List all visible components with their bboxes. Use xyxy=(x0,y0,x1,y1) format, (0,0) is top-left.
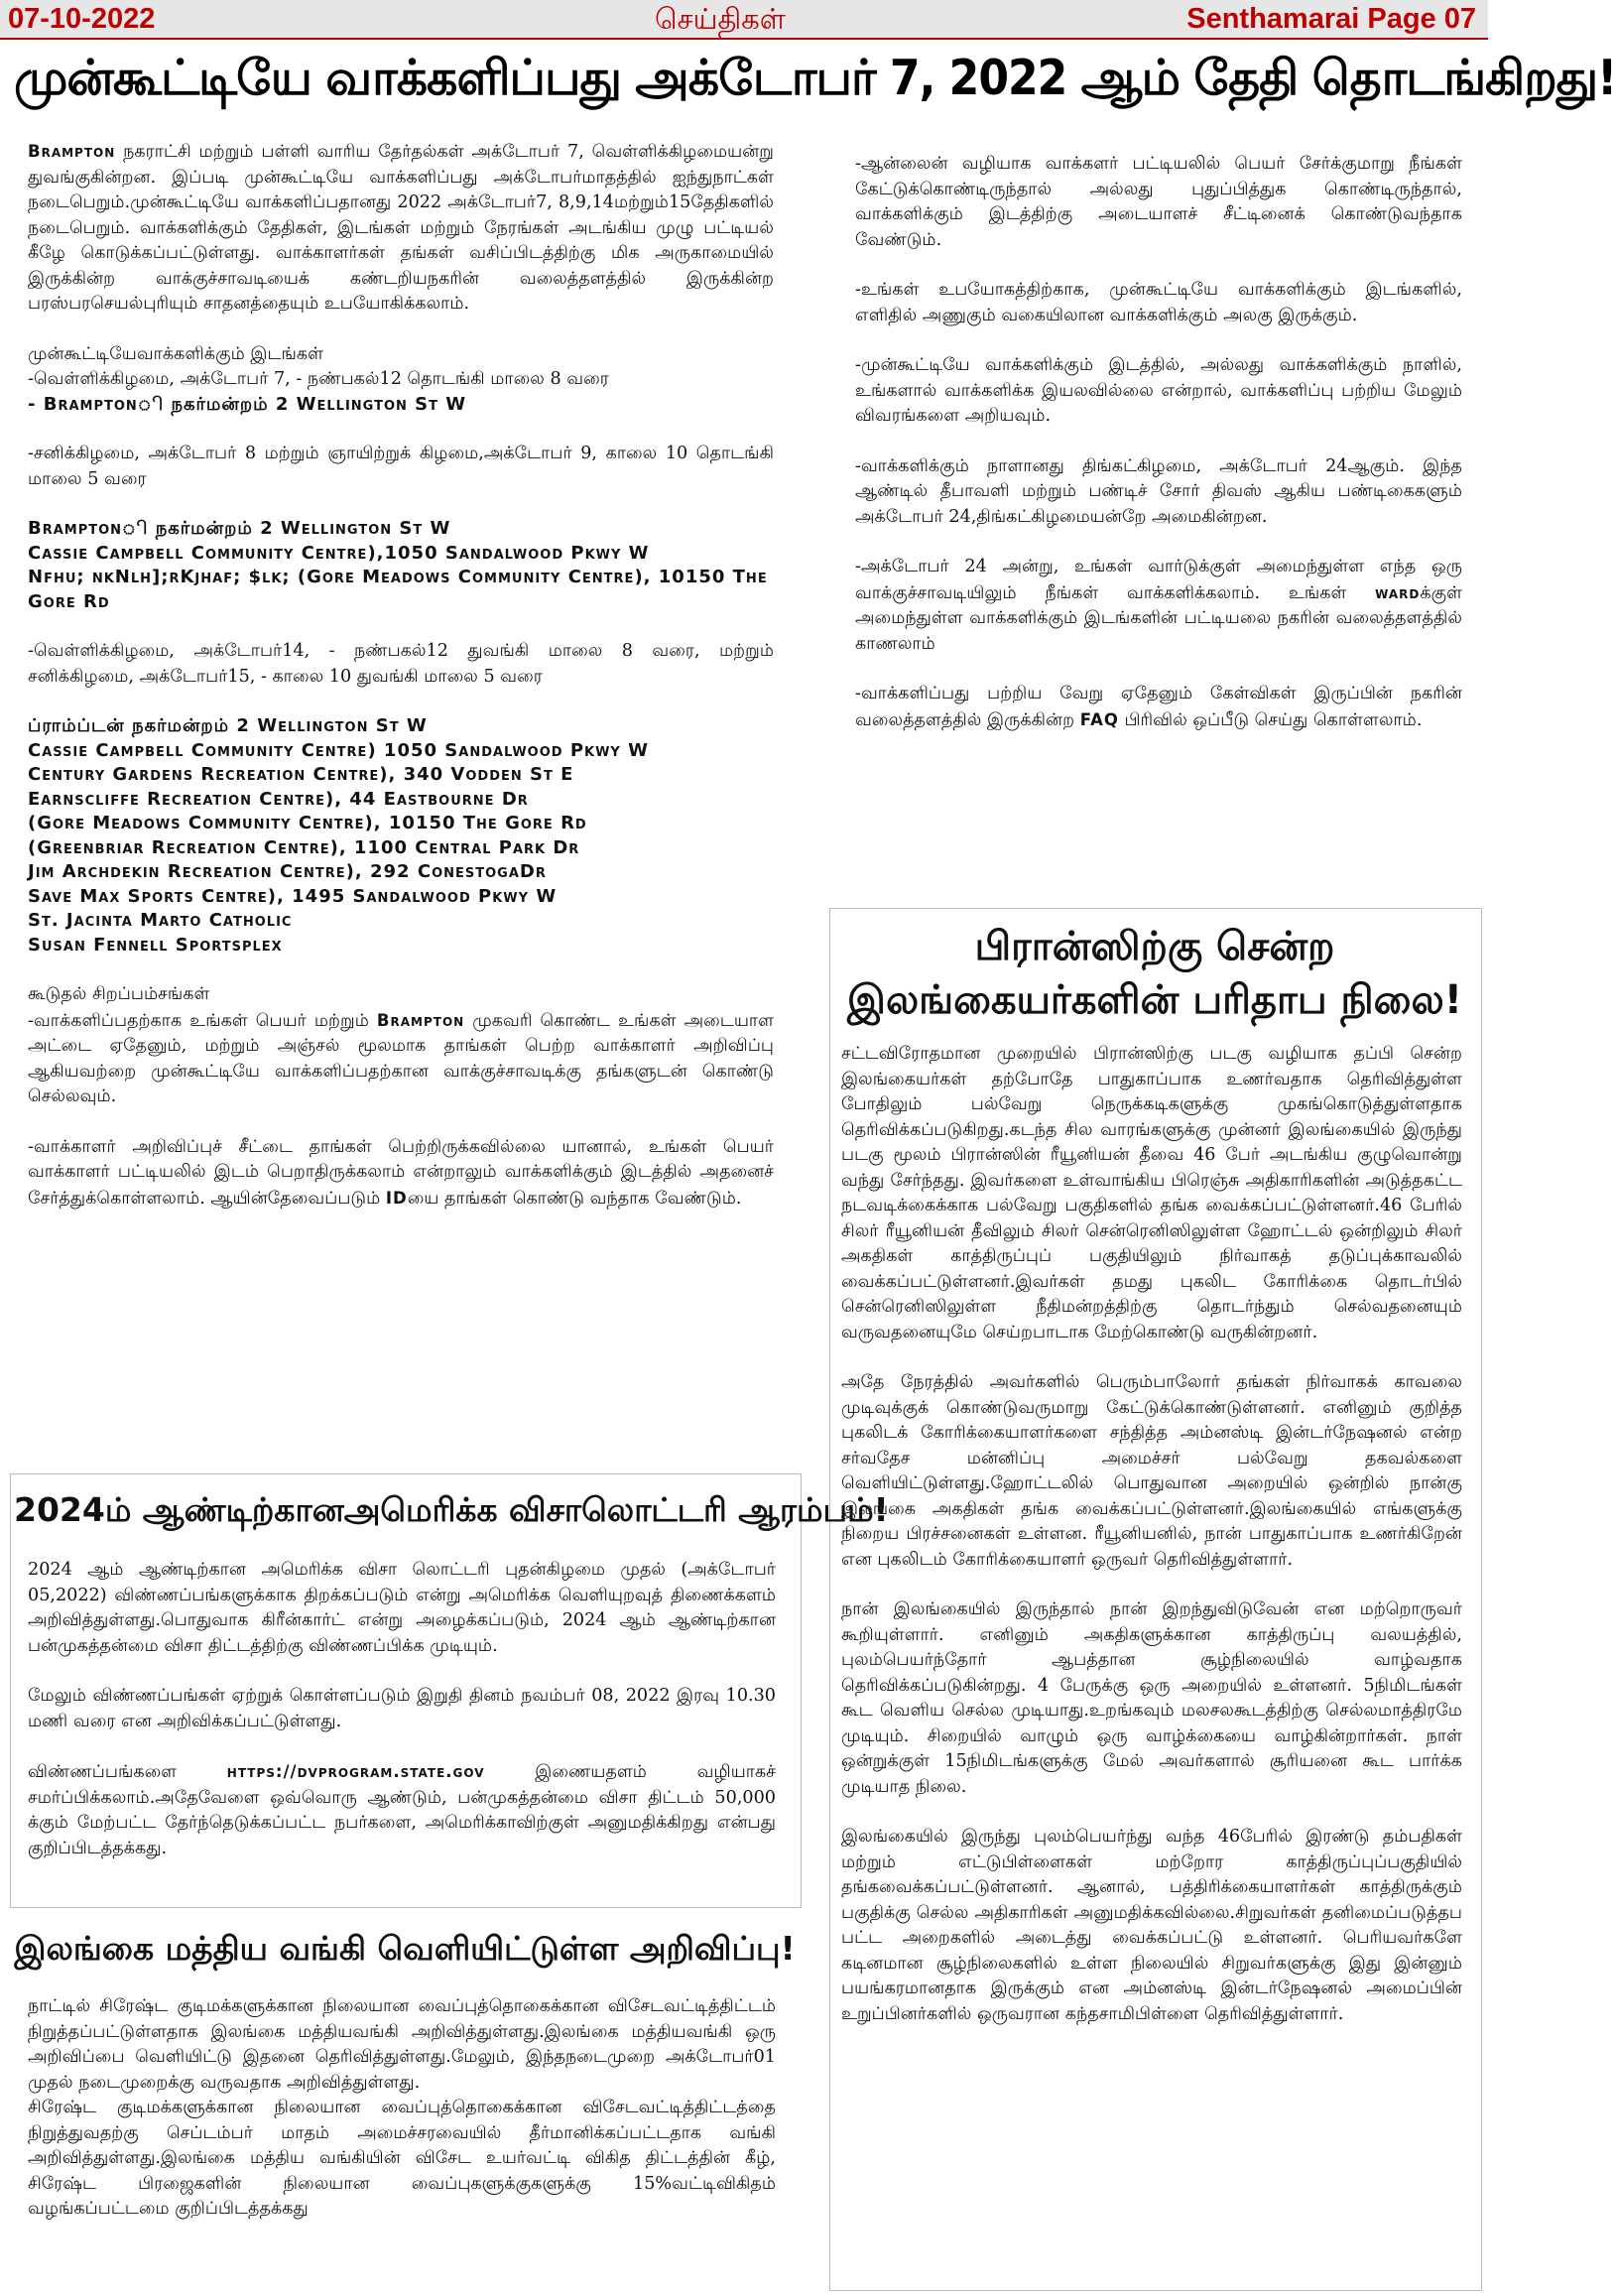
right-p6-lead: FAQ xyxy=(1079,709,1119,729)
early-voting-places-title: முன்கூட்டியேவாக்களிக்கும் இடங்கள் xyxy=(28,343,324,364)
main-headline: முன்கூட்டியே வாக்களிப்பது அக்டோபர் 7, 2022 ஆம் தேதி தொடங்கிறது! xyxy=(14,50,1616,106)
france-p2: அதே நேரத்தில் அவர்களில் பெரும்பாலோர் தங்கள் நிர்வாகக் காவலை முடிவுக்குக் கொண்டுவருமாறு கேட்டுக்கொண்டுள்ளனர். எனினும் குறித்த புகலிடக் கோரிக்கையாளர்களை சந்தித்த அம்னஸ்டி இன்டர்நேஷனல் என்ற சர்வதேச மன்னிப்பு அமைச்சர் பல்வேறு தகவல்களை வெளியிட்டுள்ளது.ஹோட்டலில் பொதுவான அறையில் ஒன்றில் நான்கு இலங்கை அகதிகள் தங்க வைக்கப்பட்டுள்ளனர்.இலங்கையில் எங்களுக்கு நிறைய பிரச்சனைகள் உள்ளன. ரீயூனியனில், நான் பாதுகாப்பாக உணர்கிறேன் என புகலிடம் கோரிக்கையாளர் ஒருவர் தெரிவித்துள்ளார். xyxy=(841,1372,1462,1570)
france-article xyxy=(841,1042,1462,2284)
right-p6-text-a: -வாக்களிப்பது பற்றிய வேறு ஏதேனும் கேள்விகள் இருப்பின் நகரின் வலைத்தளத்தில் இருக்கின்ற xyxy=(855,684,1462,730)
right-p5 xyxy=(855,555,1462,657)
brampton-intro xyxy=(28,139,774,318)
right-p3: -முன்கூட்டியே வாக்களிக்கும் இடத்தில், அல்லது வாக்களிக்கும் நாளில், உங்களால் வாக்களிக்க இயலவில்லை என்றால், வாக்களிப்பு பற்றிய மேலும் விவரங்களை அறியவும். xyxy=(855,355,1462,426)
centralbank-title: இலங்கை மத்திய வங்கி வெளியிட்டுள்ள அறிவிப்பு! xyxy=(14,1929,796,1968)
extra-1-text-a: -வாக்களிப்பதற்காக உங்கள் பெயர் மற்றும் xyxy=(28,1010,377,1031)
usvisa-p1: 2024 ஆம் ஆண்டிற்கான அமெரிக்க விசா லொட்டரி புதன்கிழமை முதல் (அக்டோபர் 05,2022) விண்ணப்பங்களுக்காக திறக்கப்படும் என்று அமெரிக்க வெளியுறவுத் திணைக்களம் அறிவித்துள்ளது.பொதுவாக கிரீன்கார்ட் என்று அழைக்கப்படும், 2024 ஆம் ஆண்டிற்கான பன்முகத்தன்மை விசா திட்டத்திற்கு விண்ணப்பிக்க முடியும். xyxy=(28,1560,776,1656)
section-name: செய்திகள் xyxy=(655,2,786,36)
right-p6-text-b: பிரிவில் ஒப்பீடு செய்து கொள்ளலாம். xyxy=(1118,709,1423,730)
france-title: பிரான்ஸிற்கு சென்ற இலங்கையர்களின் பரிதாப நிலை! xyxy=(847,924,1462,1023)
extra-2 xyxy=(28,1135,774,1212)
page-header xyxy=(0,0,1488,40)
extra-1-lead: Brampton xyxy=(376,1010,465,1030)
france-p1: சட்டவிரோதமான முறையில் பிரான்ஸிற்கு படகு வழியாக தப்பி சென்ற இலங்கையர்கள் தற்போதே பாதுகாப்பாக உணர்வதாக தெரிவித்துள்ள போதிலும் பல்வேறு நெருக்கடிகளுக்கு முகங்கொடுத்துள்ளதாக தெரிவிக்கப்படுகிறது.கடந்த சில வாரங்களுக்கு முன்னர் இலங்கையில் இருந்து படகு மூலம் பிரான்ஸின் ரீயூனியன் தீவை 46 பேர் அடங்கிய குழுவொன்று வந்து சேர்ந்தது. இவர்களை உள்வாங்கிய பிரெஞ்சு அதிகாரிகளின் அடுத்தகட்ட நடவடிக்கைக்காக பல்வேறு பகுதிகளில் தங்க வைக்கப்பட்டுள்ளனர்.46 பேரில் சிலர் ரீயூனியன் தீவிலும் சிலர் சென்ரெனிஸிலுள்ள ஹோட்டல் ஒன்றிலும் சிலர் அகதிகள் காத்திருப்புப் பகுதியிலும் நிர்வாகத் தடுப்புக்காவலில் வைக்கப்பட்டுள்ளனர்.இவர்கள் தமது புகலிட கோரிக்கை தொடர்பில் சென்ரெனிஸிலுள்ள நீதிமன்றத்திற்கு தொடர்ந்தும் செல்வதனையும் வருவதனையுமே செய்றபாடாக மேற்கொண்டு வருகின்றனர். xyxy=(841,1044,1462,1342)
paper-name-page: Senthamarai Page 07 xyxy=(1186,3,1476,35)
right-p5-text-b: க்குள் அமைந்துள்ள வாக்களிக்கும் இடங்களின் பட்டியலை நகரின் வலைத்தளத்தில் காணலாம் xyxy=(855,582,1462,654)
extra-2-lead: ID xyxy=(385,1188,408,1208)
usvisa-title: 2024ம் ஆண்டிற்கானஅமெரிக்க விசாலொட்டரி ஆரம்பம்! xyxy=(14,1490,889,1529)
usvisa-p3-text-b: இணையதளம் வழியாகச் சமர்ப்பிக்கலாம்.அதேவேளை ஒவ்வொரு ஆண்டும், பன்முகத்தன்மை விசா திட்டம் 50,000 க்கும் மேற்பட்ட தேர்ந்தெடுக்கப்பட்ட நபர்களை, அமெரிக்காவிற்குள் அனுமதிக்கிறது என்பது குறிப்பிடத்தக்கது. xyxy=(28,1762,776,1858)
france-p3: நான் இலங்கையில் இருந்தால் நான் இறந்துவிடுவேன் என மற்றொருவர் கூறியுள்ளார். எனினும் அகதிகளுக்கான காத்திருப்பு வலயத்தில், புலம்பெயர்ந்தோர் ஆபத்தான சூழ்நிலையில் வாழ்வதாக தெரிவிக்கப்படுகின்றது. 4 பேருக்கு ஒரு அறையில் உள்ளனர். 5நிமிடங்கள் கூட வெளிய செல்ல முடியாது.உறங்கவும் மலசலகூடத்திற்கு செல்லமாத்திரமே முடியும். சிறையில் வாழும் ஒரு வாழ்க்கையை வாழ்கின்றார்கள். நாள் ஒன்றுக்குள் 15நிமிடங்களுக்கு மேல் அவர்களால் சூரியனை கூட பார்க்க முடியாத நிலை. xyxy=(841,1599,1462,1797)
right-p5-lead: ward xyxy=(1375,582,1421,602)
right-p5-text-a: -அக்டோபர் 24 அன்று, உங்கள் வார்டுக்குள் அமைந்துள்ள எந்த ஒரு வாக்குச்சாவடியிலும் நீங்கள் வாக்களிக்கலாம். உங்கள் xyxy=(855,557,1462,603)
right-p2: -உங்கள் உபயோகத்திற்காக, முன்கூட்டியே வாக்களிக்கும் இடங்களில், எளிதில் அணுகும் வகையிலான வாக்களிக்கும் அலகு இருக்கும். xyxy=(855,280,1462,325)
france-p4: இலங்கையில் இருந்து புலம்பெயர்ந்து வந்த 46பேரில் இரண்டு தம்பதிகள் மற்றும் எட்டுபிள்ளைகள் மற்றோர காத்திருப்புப்பகுதியில் தங்கவைக்கப்பட்டுள்ளனர். ஆனால், பத்திரிக்கையாளர்கள் காத்திருக்கும் பகுதிக்கு செல்ல அதிகாரிகள் அனுமதிக்கவில்லை.சிறுவர்கள் தனிமைப்படுத்தப பட்ட அறைகளில் அடைத்து வைக்கப்பட்டு உள்ளனர். பெரியவர்களே கடினமான சூழ்நிலைகளில் உள்ள நிலையில் சிறுவர்களுக்கு இது இன்னும் பயங்கரமானதாக இருக்கும் என அம்னஸ்டி இன்டர்நேஷனல் அமைப்பின் உறுப்பினர்களில் ஒருவரான கந்தசாமிபிள்ளை தெரிவித்துள்ளார். xyxy=(841,1827,1462,2024)
extra-1-text-b: முகவரி கொண்ட உங்கள் அடையாள அட்டை ஏதேனும், மற்றும் அஞ்சல் மூலமாக தாங்கள் பெற்ற வாக்காளர் அறிவிப்பு ஆகியவற்றை முன்கூட்டியே வாக்களிப்பதற்கான வாக்குச்சாவடிக்கு தங்களுடன் கொண்டு செல்லவும். xyxy=(28,1010,774,1106)
centralbank-p2: சிரேஷ்ட குடிமக்களுக்கான நிலையான வைப்புத்தொகைக்கான விசேடவட்டித்திட்டத்தை நிறுத்துவதற்கு செப்டம்பர் மாதம் அமைச்சரவையில் தீர்மானிக்கப்பட்டதாக வங்கி அறிவித்துள்ளது.இலங்கை மத்திய வங்கியின் விசேட உயர்வட்டி விகித திட்டத்தின் கீழ், சிரேஷ்ட பிரஜைகளின் நிலையான வைப்புகளுக்குகளுக்கு 15%வட்டிவிகிதம் வழங்கப்பட்டமை குறிப்பிடத்தக்கது xyxy=(28,2098,776,2219)
slot-1: -வெள்ளிக்கிழமை, அக்டோபர் 7, - நண்பகல்12 தொடங்கி மாலை 8 வரை xyxy=(28,369,609,389)
brampton-intro-text: நகராட்சி மற்றும் பள்ளி வாரிய தேர்தல்கள் அக்டோபர் 7, வெள்ளிக்கிழமையன்று துவங்குகின்றன. இப்படி முன்கூட்டியே வாக்களிப்பது அக்டோபர்மாதத்தில் ஐந்துநாட்கள் நடைபெறும்.முன்கூட்டியே வாக்களிப்பதானது 2022 அக்டோபர்7, 8,9,14மற்றும்15தேதிகளில் நடைபெறும். வாக்களிக்கும் தேதிகள், இடங்கள் மற்றும் நேரங்கள் அடங்கிய முழு பட்டியல் கீழே கொடுக்கப்பட்டுள்ளது. வாக்காளர்கள் தங்கள் வசிப்பிடத்திற்கு மிக அருகாமையில் இருக்கின்ற வாக்குச்சாவடியைக் கண்டறியநகரின் வலைத்தளத்தில் இருக்கின்ற பரஸ்பரசெயல்புரியும் சாதனத்தையும் உபயோகிக்கலாம். xyxy=(28,142,774,314)
issue-date: 07-10-2022 xyxy=(8,3,156,35)
slot-3: -வெள்ளிக்கிழமை, அக்டோபர்14, - நண்பகல்12 துவங்கி மாலை 8 வரை, மற்றும் சனிக்கிழமை, அக்டோபர்15, - காலை 10 துவங்கி மாலை 5 வரை xyxy=(28,641,774,687)
extra-features-title: கூடுதல் சிறப்பம்சங்கள் xyxy=(28,984,210,1004)
usvisa-p2: மேலும் விண்ணப்பங்கள் ஏற்றுக் கொள்ளப்படும் இறுதி தினம் நவம்பர் 08, 2022 இரவு 10.30 மணி வரை என அறிவிக்கப்பட்டுள்ளது. xyxy=(28,1686,776,1731)
extra-1 xyxy=(28,1008,774,1110)
brampton-lead: Brampton xyxy=(28,142,116,161)
centralbank-p1: நாட்டில் சிரேஷ்ட குடிமக்களுக்கான நிலையான வைப்புத்தொகைக்கான விசேடவட்டித்திட்டம் நிறுத்தப்பட்டுள்ளதாக இலங்கை மத்தியவங்கி அறிவித்துள்ளது.இலங்கை மத்தியவங்கி ஒரு அறிவிப்பை வெளியிட்டு இதனை தெரிவித்துள்ளது.மேலும், இந்தநடைமுறை அக்டோபர்01 முதல் நடைமுறைக்கு வருவதாக அறிவித்துள்ளது. xyxy=(28,1996,776,2093)
usvisa-p3-text-a: விண்ணப்பங்களை xyxy=(28,1762,227,1782)
slot-2-addresses: Bramptonி நகர்மன்றம் 2 Wellington St W Cassie Campbell Community Centre),1050 Sandalwood Pkwy W Nfhu; nkNlh];rKjhaf; $lk; (Gore Meadows Community Centre), 10150 The Gore Rd xyxy=(28,518,768,612)
right-p6 xyxy=(855,682,1462,733)
right-p4: -வாக்களிக்கும் நாளானது திங்கட்கிழமை, அக்டோபர் 24ஆகும். இந்த ஆண்டில் தீபாவளி மற்றும் பண்டிச் சோர் திவஸ் ஆகிய பண்டிகைகளும் அக்டோபர் 24,திங்கட்கிழமையன்றே அமைகின்றன. xyxy=(855,455,1462,527)
slot-2: -சனிக்கிழமை, அக்டோபர் 8 மற்றும் ஞாயிற்றுக் கிழமை,அக்டோபர் 9, காலை 10 தொடங்கி மாலை 5 வரை xyxy=(28,444,774,489)
right-p1: -ஆன்லைன் வழியாக வாக்களர் பட்டியலில் பெயர் சேர்க்குமாறு நீங்கள் கேட்டுக்கொண்டிருந்தால் அல்லது புதுப்பித்துக கொண்டிருந்தால், வாக்களிக்கும் இடத்திற்கு அடையாளச் சீட்டினைக் கொண்டுவந்தாக வேண்டும். xyxy=(855,154,1462,250)
extra-2-text-a: -வாக்காளர் அறிவிப்புச் சீட்டை தாங்கள் பெற்றிருக்கவில்லை யானால், உங்கள் பெயர் வாக்காளர் பட்டியலில் இடம் பெறாதிருக்கலாம் என்றாலும் வாக்களிக்கும் இடத்தில் அதனைச் சேர்த்துக்கொள்ளலாம். ஆயின்தேவைப்படும் xyxy=(28,1136,774,1209)
usvisa-p3 xyxy=(28,1759,776,1861)
brampton-article xyxy=(28,139,774,1473)
slot-3-addresses: ப்ராம்ப்டன் நகர்மன்றம் 2 Wellington St W Cassie Campbell Community Centre) 1050 Sandalwood Pkwy W Century Gardens Recreation Centre), 340 Vodden St E Earnscliffe Recreation Centre), 44 Eastbourne Dr (Gore Meadows Community Centre), 10150 The Gore Rd (Greenbriar Recreation Centre), 1100 Central Park Dr Jim Archdekin Recreation Centre), 292 ConestogaDr Save Max Sports Centre), 1495 Sandalwood Pkwy W St. Jacinta Marto Catholic Susan Fennell Sportsplex xyxy=(28,715,649,956)
slot-1-address: - Bramptonி நகர்மன்றம் 2 Wellington St W xyxy=(28,393,467,415)
usvisa-article xyxy=(28,1558,776,1900)
extra-2-text-b: யை தாங்கள் கொண்டு வந்தாக வேண்டும். xyxy=(407,1188,742,1209)
dvprogram-link[interactable]: https://dvprogram.state.gov xyxy=(226,1762,485,1781)
brampton-article-continued xyxy=(855,152,1462,861)
centralbank-article xyxy=(28,1994,776,2290)
